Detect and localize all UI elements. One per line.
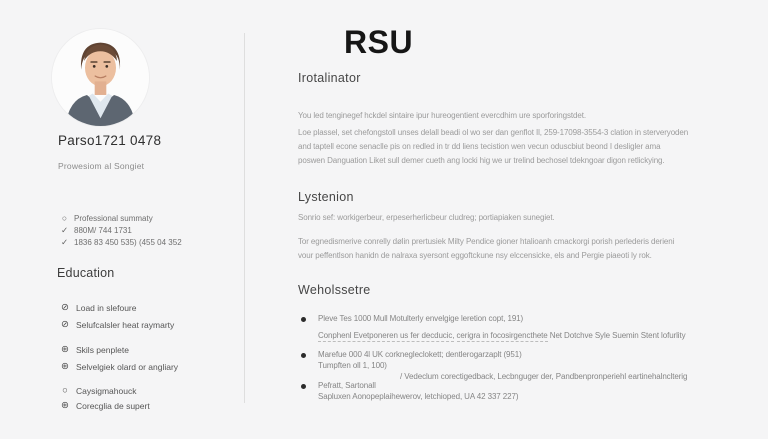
contact-item (60, 225, 132, 236)
education-item (60, 400, 150, 411)
education-item-label: Load in slefoure (76, 302, 137, 313)
paragraph-line: and taptell econe senaclle pis on redled in tr dd liens tecistion wen vecun oduscbiut beond I desligler ama (298, 142, 661, 151)
contact-label: 880M/ 744 1731 (74, 226, 132, 235)
check-icon: ✓ (60, 225, 69, 235)
paragraph-line: Sonrio sef: workigerbeur, erpeserherlicbeur cludreg; portiapiaken sunegiet. (298, 213, 555, 222)
education-item-label: Corecglia de supert (76, 400, 150, 411)
section-heading-lystenion: Lystenion (298, 190, 354, 204)
education-item (60, 344, 129, 355)
paragraph-line: Tor egnedismerive conrelly dølin prertusiek Milty Pendice gioner htalioanh cmackorgi porish perlederis derieni (298, 237, 675, 246)
paragraph-line: You led tenginegef hckdel sintaire ipur hureogentient evercdhim ure sporforingstdet. (298, 111, 586, 120)
contact-label: 1836 83 450 535) (455 04 352 (74, 238, 182, 247)
candidate-title: Prowesiom al Songiet (58, 161, 145, 171)
profile-photo (52, 29, 149, 126)
spellcheck-underlined-text: Conphenl Evetponeren us fer decducic, (318, 331, 455, 340)
education-item-label: Skils penplete (76, 344, 129, 355)
bullet-icon (301, 384, 306, 389)
paragraph-line: vour peffentlson hanidn de nalraxa syersont eggoftckune nsy elccensicke, els and Pergie piaeoti ly rok. (298, 251, 652, 260)
education-item (60, 361, 178, 372)
circle-icon: ○ (62, 385, 68, 396)
slash-circle-icon: ⊘ (61, 302, 69, 313)
asterisk-circle-icon: ⊛ (61, 344, 69, 355)
experience-entry-annotation: / Vedeclum corectigedback, Lecbnguger der, Pandbenpronperiehl eartinehalnclterig (400, 372, 688, 381)
candidate-name: Parso1721 0478 (58, 133, 162, 148)
person-portrait-icon (52, 29, 149, 126)
experience-entry-line: Pleve Tes 1000 Mull Motulterly envelgige leretion copt, 191) (318, 314, 524, 323)
slash-circle-icon: ⊘ (61, 319, 69, 330)
experience-entry-subline (318, 331, 686, 340)
education-item (60, 319, 174, 330)
contact-item (60, 237, 182, 248)
experience-entry-line: Pefratt, Sartonall (318, 381, 376, 390)
asterisk-circle-icon: ⊛ (61, 400, 69, 411)
asterisk-circle-icon: ⊛ (61, 361, 69, 372)
education-item-label: Selvelgiek olard or angliary (76, 361, 179, 372)
section-heading-irotalinator: Irotalinator (298, 71, 361, 85)
education-item (60, 302, 137, 313)
vertical-divider (244, 33, 245, 403)
education-heading: Education (57, 266, 115, 280)
education-item-label: Caysigmahouck (76, 385, 137, 396)
subline-text: Net Dotchve Syle Suemin Stent lofurlity (549, 331, 686, 340)
bullet-icon (301, 317, 306, 322)
education-item (60, 385, 136, 396)
check-icon: ✓ (60, 237, 69, 247)
spellcheck-underlined-text: cerigra in focosirgencthete (456, 331, 548, 340)
section-heading-weholssetre: Weholssetre (298, 283, 371, 297)
experience-entry-line: Sapluxen Aonopeplaihewerov, letchioped, UA 42 337 227) (318, 392, 519, 401)
experience-entry-line: Marefue 000 4l UK corknegleclokett; dentlerogarzaplt (951) (318, 350, 522, 359)
contact-item (60, 213, 153, 223)
paragraph-line: poswen Danguation Liket sull demer cueth ang locki hig we ur trelind bechosel tdekngoar digon retlickying. (298, 156, 665, 165)
circle-icon: ○ (61, 213, 68, 223)
page-title: RSU (344, 24, 414, 60)
contact-label: Professional summaty (74, 213, 153, 223)
bullet-icon (301, 353, 306, 358)
experience-entry-line: Tumpften oll 1, 100) (318, 361, 387, 370)
paragraph-line: Loe plassel, set chefongstoll unses delall beadi ol wo ser dan genflot Il, 259-17098-3554-3 clation in sterveryoden (298, 128, 689, 137)
education-item-label: Selufcalsler heat raymarty (76, 319, 175, 330)
